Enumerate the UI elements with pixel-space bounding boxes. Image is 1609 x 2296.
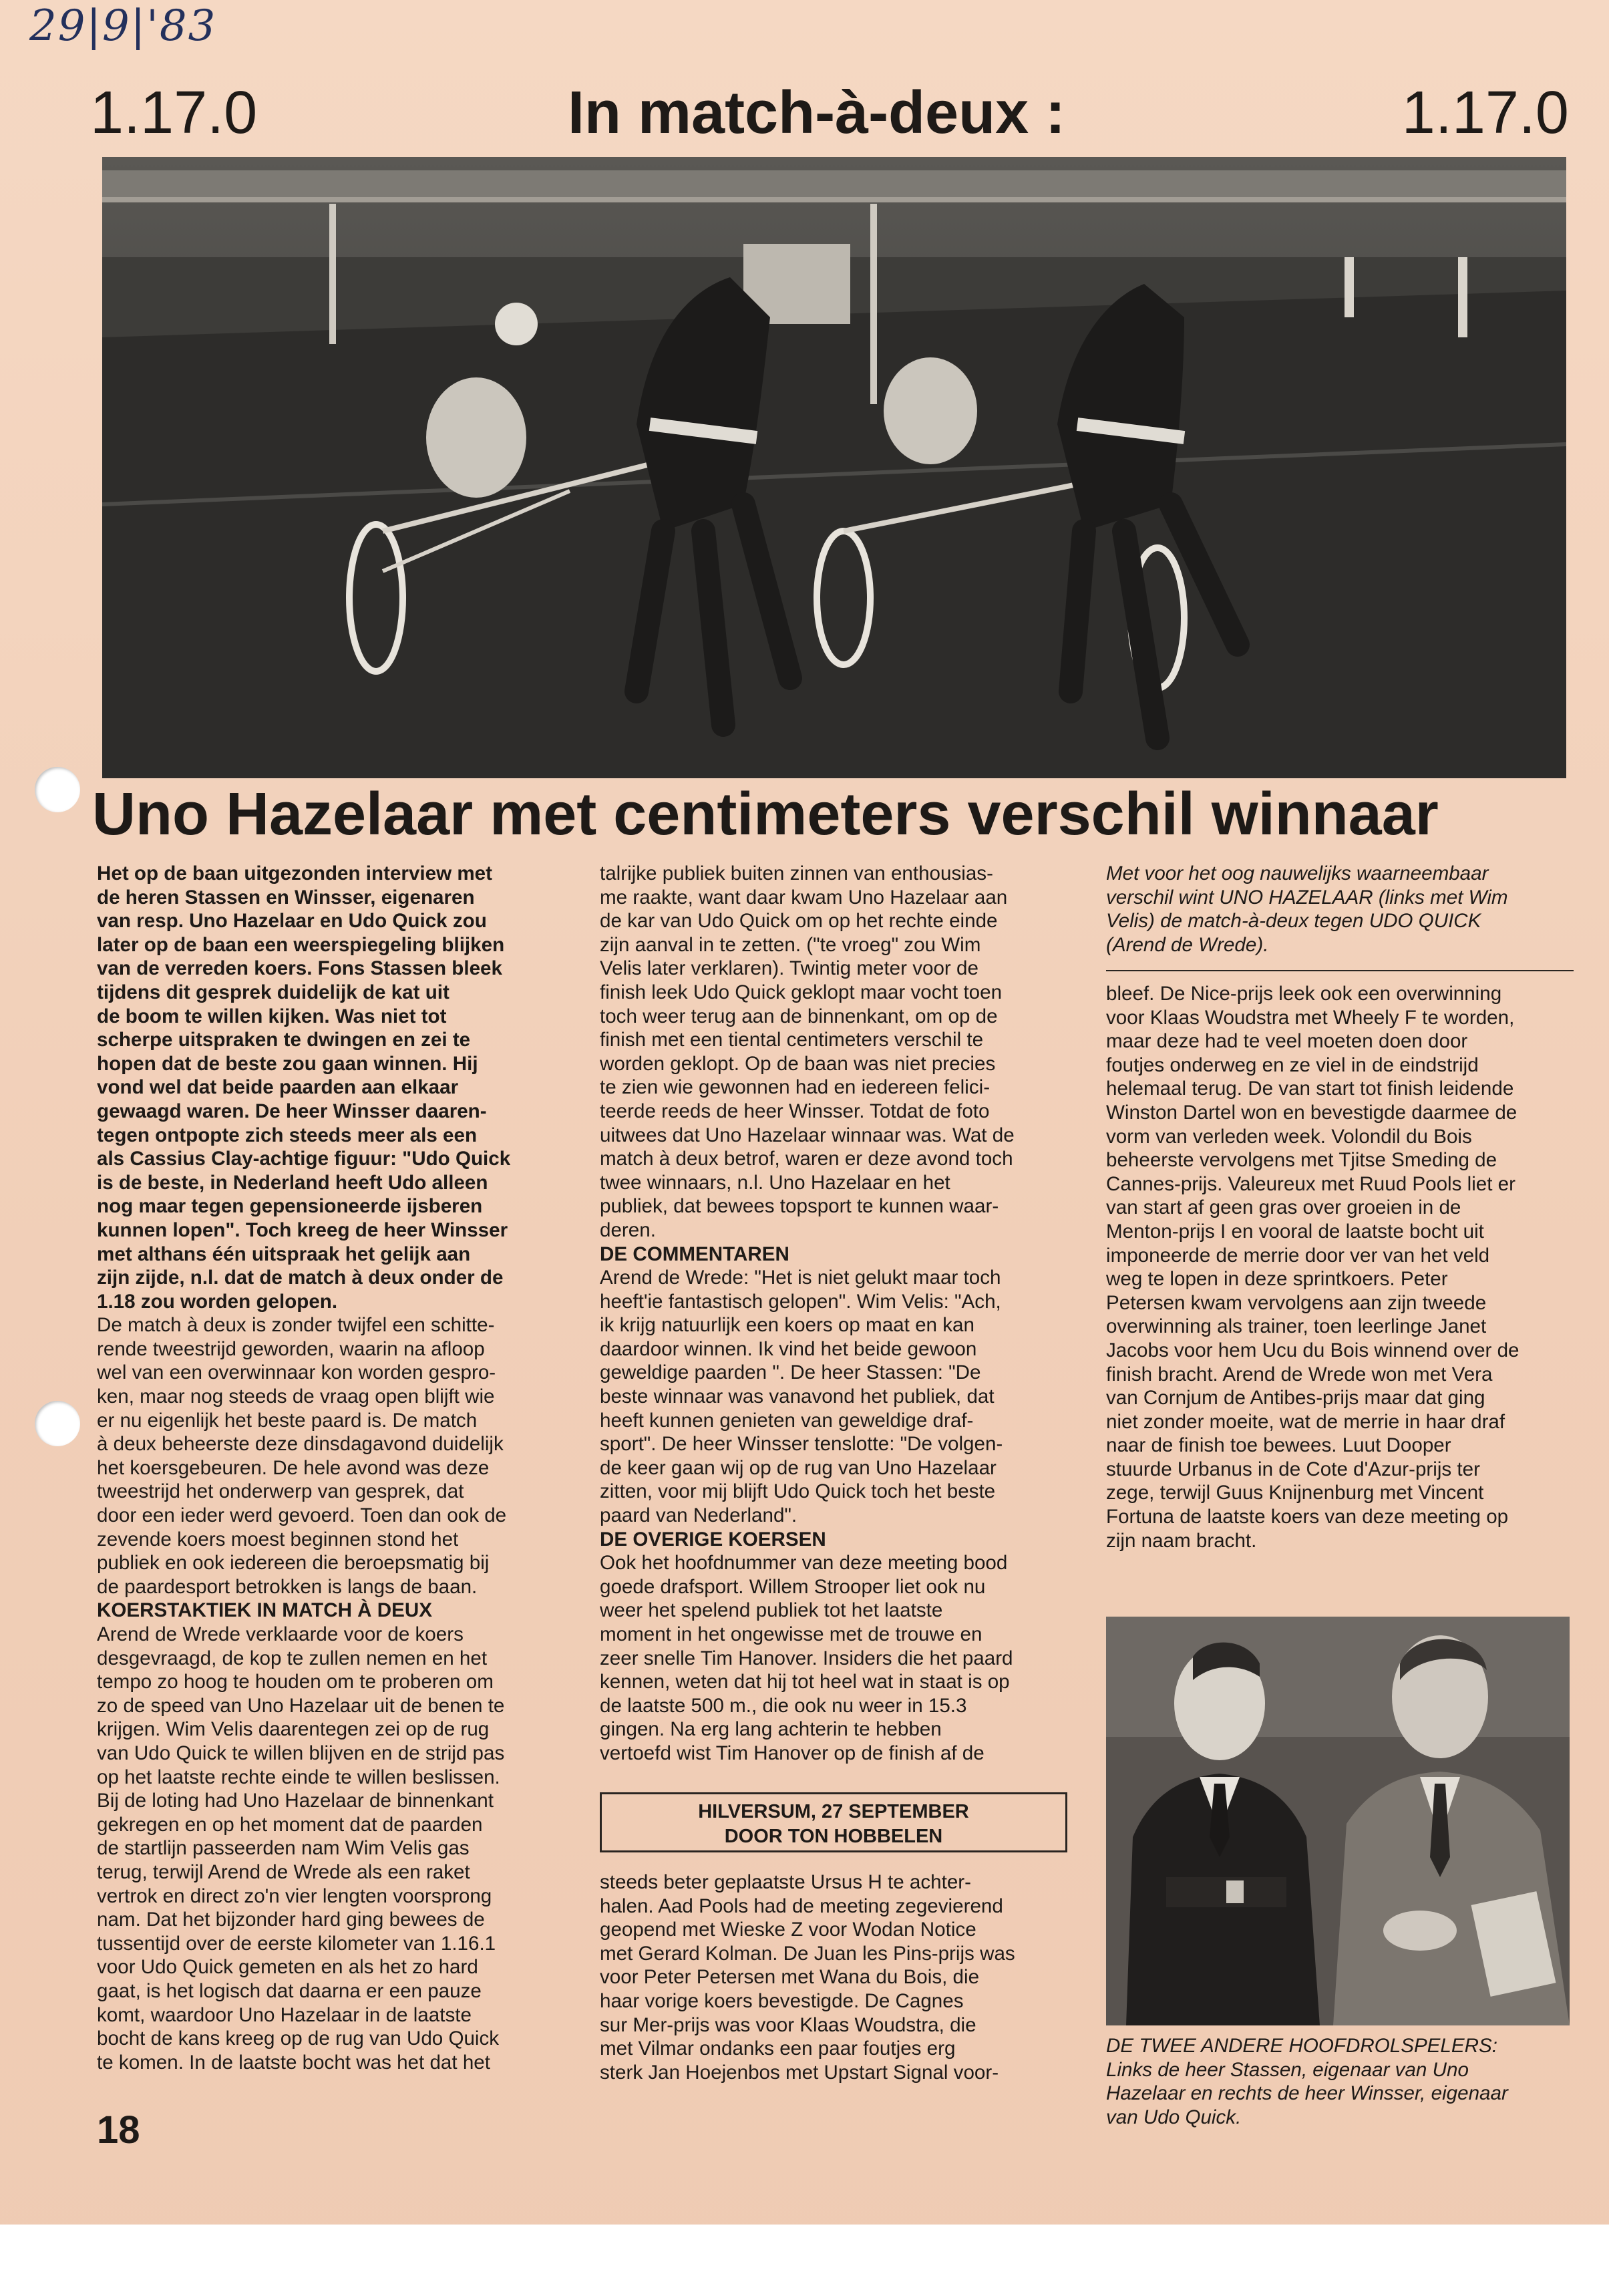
text-line: sport". De heer Winsser tenslotte: "De volgen- — [600, 1433, 1003, 1456]
text-line: Bij de loting had Uno Hazelaar de binnenkant — [97, 1790, 494, 1812]
text-line: wel van een overwinnaar kon worden gespro- — [97, 1361, 496, 1384]
text-line: 1.18 zou worden gelopen. — [97, 1290, 338, 1313]
kicker-time-right: 1.17.0 — [1401, 79, 1569, 146]
text-line: er nu eigenlijk het beste paard is. De match — [97, 1409, 478, 1432]
text-line: nog maar tegen gepensioneerde ijsberen — [97, 1195, 483, 1218]
text-line: later op de baan een weerspiegeling blijken — [97, 933, 505, 956]
text-line: paard van Nederland". — [600, 1504, 797, 1527]
kicker-title: In match-à-deux : — [568, 79, 1066, 146]
body-paragraph — [600, 1551, 1067, 1765]
text-line: twee winnaars, n.l. Uno Hazelaar en het — [600, 1171, 950, 1194]
text-line: niet zonder moeite, wat de merrie in haar draf — [1106, 1410, 1505, 1433]
owners-photo — [1106, 1617, 1570, 2025]
column-3 — [1106, 982, 1574, 1552]
text-line: van Udo Quick. — [1106, 2106, 1242, 2128]
text-line: overwinning als trainer, toen leerlinge Janet — [1106, 1315, 1487, 1338]
race-photo-illustration — [102, 157, 1566, 778]
body-paragraph — [600, 1266, 1067, 1528]
text-line: rende tweestrijd geworden, waarin na afloop — [97, 1337, 485, 1360]
byline-box — [600, 1792, 1067, 1852]
text-line: zijn naam bracht. — [1106, 1529, 1257, 1552]
text-line: tempo zo hoog te houden om te proberen om — [97, 1671, 494, 1693]
text-line: Het op de baan uitgezonden interview met — [97, 862, 492, 884]
text-line: het koersgebeuren. De hele avond was deze — [97, 1456, 490, 1479]
text-line: tweestrijd het onderwerp van gesprek, dat — [97, 1480, 464, 1503]
text-line: zo de speed van Uno Hazelaar uit de benen te — [97, 1694, 505, 1717]
text-line: moment in het ongewisse met de trouwe en — [600, 1623, 982, 1645]
text-line: hopen dat de beste zou gaan winnen. Hij — [97, 1052, 478, 1075]
text-line: daardoor winnen. Ik vind het beide gewoon — [600, 1337, 977, 1360]
text-line: Menton-prijs I en vooral de laatste bocht uit — [1106, 1220, 1484, 1243]
text-line: tussentijd over de eerste kilometer van 1.16.1 — [97, 1932, 496, 1955]
text-line: imponeerde de merrie door ver van het veld — [1106, 1244, 1490, 1267]
text-line: teerde reeds de heer Winsser. Totdat de foto — [600, 1100, 990, 1122]
text-line: helemaal terug. De van start tot finish leidende — [1106, 1078, 1514, 1100]
text-line: Met voor het oog nauwelijks waarneembaar — [1106, 862, 1489, 884]
text-line: me raakte, want daar kwam Uno Hazelaar aan — [600, 886, 1008, 909]
text-line: zevende koers moest beginnen stond het — [97, 1528, 459, 1550]
text-line: de kar van Udo Quick om op het rechte einde — [600, 910, 998, 933]
text-line: de heren Stassen en Winsser, eigenaren — [97, 886, 475, 909]
text-line: gekregen en op het moment dat de paarden — [97, 1813, 483, 1836]
text-line: geweldige paarden ". De heer Stassen: "De — [600, 1361, 981, 1384]
text-line: vertrok en direct zo'n vier lengten voorsprong — [97, 1884, 492, 1907]
text-line: Fortuna de laatste koers van deze meeting op — [1106, 1506, 1509, 1528]
text-line: nam. Dat het bijzonder hard ging bewees de — [97, 1909, 485, 1931]
lead-paragraph — [97, 862, 564, 1313]
punch-hole-bottom — [35, 1401, 80, 1446]
owners-photo-illustration — [1106, 1617, 1570, 2025]
text-line: sterk Jan Hoejenbos met Upstart Signal voor- — [600, 2061, 999, 2084]
text-line: Velis later verklaren). Twintig meter voor de — [600, 957, 978, 980]
text-line: vertoefd wist Tim Hanover op de finish af de — [600, 1742, 985, 1764]
text-line: tegen ontpopte zich steeds meer als een — [97, 1124, 478, 1146]
text-line: sur Mer-prijs was voor Klaas Woudstra, die — [600, 2013, 976, 2036]
text-line: à deux beheerste deze dinsdagavond duidelijk — [97, 1433, 504, 1456]
subhead-koerstaktiek: KOERSTAKTIEK IN MATCH À DEUX — [97, 1599, 432, 1622]
text-line: Petersen kwam vervolgens aan zijn tweede — [1106, 1291, 1487, 1314]
text-line: de paardesport betrokken is langs de baan. — [97, 1575, 478, 1598]
byline-author: DOOR TON HOBBELEN — [724, 1826, 943, 1847]
text-line: krijgen. Wim Velis daarentegen zei op de rug — [97, 1718, 490, 1741]
text-line: Arend de Wrede verklaarde voor de koers — [97, 1623, 464, 1645]
text-line: bocht de kans kreeg op de rug van Udo Quick — [97, 2027, 500, 2050]
text-line: De match à deux is zonder twijfel een schitte- — [97, 1314, 495, 1337]
text-line: finish leek Udo Quick geklopt maar vocht toen — [600, 981, 1003, 1003]
text-line: beheerste vervolgens met Tjitse Smeding de — [1106, 1149, 1497, 1172]
text-line: te komen. In de laatste bocht was het dat het — [97, 2051, 490, 2074]
text-line: de keer gaan wij op de rug van Uno Hazelaar — [600, 1456, 997, 1479]
text-line: Winston Dartel won en bevestigde daarmee de — [1106, 1101, 1517, 1124]
text-line: DE TWEE ANDERE HOOFDROLSPELERS: — [1106, 2035, 1497, 2057]
text-line: kunnen lopen". Toch kreeg de heer Winsser — [97, 1218, 508, 1241]
scan-margin — [0, 2225, 1609, 2296]
subhead-overige-koersen: DE OVERIGE KOERSEN — [600, 1528, 826, 1550]
text-line: foutjes onderweg en ze viel in de eindstrijd — [1106, 1053, 1479, 1076]
text-line: finish bracht. Arend de Wrede won met Vera — [1106, 1363, 1493, 1385]
text-line: van de verreden koers. Fons Stassen bleek — [97, 957, 502, 980]
text-line: de startlijn passeerden nam Wim Velis gas — [97, 1837, 470, 1860]
text-line: ken, maar nog steeds de vraag open blijft wie — [97, 1385, 495, 1408]
text-line: beste winnaar was vanavond het publiek, dat — [600, 1385, 995, 1408]
text-line: scherpe uitspraken te dwingen en zei te — [97, 1029, 471, 1051]
text-line: heeft'ie fantastisch gelopen". Wim Velis: "Ach, — [600, 1290, 1001, 1313]
text-line: gingen. Na erg lang achterin te hebben — [600, 1718, 942, 1741]
text-line: publiek en ook iedereen die beroepsmatig bij — [97, 1552, 490, 1575]
caption-divider — [1106, 970, 1574, 971]
text-line: maar deze had te veel moeten doen door — [1106, 1030, 1468, 1053]
page-number: 18 — [97, 2108, 140, 2152]
text-line: desgevraagd, de kop te zullen nemen en het — [97, 1647, 488, 1669]
text-line: met althans één uitspraak het gelijk aan — [97, 1243, 471, 1265]
text-line: geopend met Wieske Z voor Wodan Notice — [600, 1919, 976, 1941]
text-line: weer het spelend publiek tot het laatste — [600, 1599, 943, 1622]
text-line: met Vilmar ondanks een paar foutjes erg — [600, 2037, 956, 2060]
text-line: zijn zijde, n.l. dat de match à deux onder de — [97, 1267, 504, 1289]
body-paragraph — [97, 1623, 564, 2074]
kicker-time-left: 1.17.0 — [90, 79, 258, 146]
text-line: voor Udo Quick gemeten en als het zo hard — [97, 1956, 478, 1979]
text-line: heeft kunnen genieten van geweldige draf- — [600, 1409, 974, 1432]
text-line: te zien wie gewonnen had en iedereen felici- — [600, 1076, 991, 1099]
text-line: vorm van verleden week. Volondil du Bois — [1106, 1125, 1472, 1148]
text-line: finish met een tiental centimeters verschil te — [600, 1029, 984, 1051]
text-line: als Cassius Clay-achtige figuur: "Udo Quick — [97, 1148, 511, 1170]
text-line: zege, terwijl Guus Knijnenburg met Vincent — [1106, 1482, 1484, 1504]
text-line: van resp. Uno Hazelaar en Udo Quick zou — [97, 910, 487, 933]
text-line: komt, waardoor Uno Hazelaar in de laatste — [97, 2003, 472, 2026]
text-line: zijn aanval in te zetten. ("te vroeg" zou Wim — [600, 933, 981, 956]
text-line: terug, terwijl Arend de Wrede als een raket — [97, 1860, 470, 1883]
text-line: match à deux betrof, waren er deze avond toch — [600, 1148, 1013, 1170]
text-line: steeds beter geplaatste Ursus H te achter- — [600, 1871, 971, 1893]
text-line: gewaagd waren. De heer Winsser daaren- — [97, 1100, 487, 1122]
text-line: door een ieder werd gevoerd. Toen dan ook de — [97, 1504, 507, 1527]
byline-location: HILVERSUM, 27 SEPTEMBER — [698, 1801, 969, 1822]
text-line: Cannes-prijs. Valeureux met Ruud Pools liet er — [1106, 1172, 1515, 1195]
text-line: worden geklopt. Op de baan was niet precies — [600, 1052, 996, 1075]
column-1 — [97, 862, 564, 2074]
text-line: voor Klaas Woudstra met Wheely F te worden, — [1106, 1006, 1515, 1029]
text-line: de boom te willen kijken. Was niet tot — [97, 1005, 447, 1027]
text-line: bleef. De Nice-prijs leek ook een overwinning — [1106, 983, 1502, 1005]
text-line: op het laatste rechte einde te willen beslissen. — [97, 1766, 500, 1788]
text-line: Arend de Wrede: "Het is niet gelukt maar toch — [600, 1267, 1001, 1289]
text-line: vond wel dat beide paarden aan elkaar — [97, 1076, 459, 1099]
text-line: toch weer terug aan de binnenkant, om op de — [600, 1005, 998, 1027]
text-line: ik krijg natuurlijk een koers op maat en kan — [600, 1314, 974, 1337]
punch-hole-top — [35, 767, 80, 812]
text-line: haar vorige koers bevestigde. De Cagnes — [600, 1989, 964, 2012]
text-line: Hazelaar en rechts de heer Winsser, eigenaar — [1106, 2082, 1508, 2105]
text-line: Jacobs voor hem Ucu du Bois winnend over de — [1106, 1339, 1519, 1361]
subhead-commentaren: DE COMMENTAREN — [600, 1243, 789, 1265]
photo-caption-owners — [1106, 2034, 1574, 2129]
body-paragraph — [600, 862, 1067, 1243]
text-line: (Arend de Wrede). — [1106, 933, 1269, 956]
text-line: naar de finish toe bewees. Luut Dooper — [1106, 1434, 1451, 1457]
text-line: publiek, dat bewees topsport te kunnen waar- — [600, 1195, 999, 1218]
text-line: halen. Aad Pools had de meeting zegevierend — [600, 1895, 1003, 1917]
text-line: van Cornjum de Antibes-prijs maar dat ging — [1106, 1387, 1485, 1410]
text-line: is de beste, in Nederland heeft Udo alleen — [97, 1171, 488, 1194]
text-line: gaat, is het logisch dat daarna er een pauze — [97, 1979, 482, 2002]
column-2 — [600, 862, 1067, 1766]
text-line: voor Peter Petersen met Wana du Bois, die — [600, 1966, 980, 1989]
text-line: uitwees dat Uno Hazelaar winnaar was. Wat de — [600, 1124, 1015, 1146]
race-photo — [102, 157, 1566, 778]
body-paragraph — [97, 1313, 564, 1599]
text-line: goede drafsport. Willem Strooper liet ook nu — [600, 1575, 986, 1598]
text-line: verschil wint UNO HAZELAAR (links met Wim — [1106, 886, 1508, 909]
headline: Uno Hazelaar met centimeters verschil winnaar — [92, 781, 1439, 848]
text-line: zeer snelle Tim Hanover. Insiders die het paard — [600, 1647, 1013, 1669]
text-line: deren. — [600, 1218, 656, 1241]
text-line: talrijke publiek buiten zinnen van enthousias- — [600, 862, 993, 884]
text-line: tijdens dit gesprek duidelijk de kat uit — [97, 981, 450, 1003]
text-line: zitten, voor mij blijft Udo Quick toch het beste — [600, 1480, 996, 1503]
photo-caption-race — [1106, 862, 1574, 957]
handwritten-date: 29|9|'83 — [29, 1, 217, 51]
text-line: de laatste 500 m., die ook nu weer in 15.3 — [600, 1694, 967, 1717]
text-line: met Gerard Kolman. De Juan les Pins-prijs was — [600, 1942, 1015, 1965]
text-line: weg te lopen in deze sprintkoers. Peter — [1106, 1268, 1448, 1291]
column-2-continued — [600, 1870, 1067, 2084]
text-line: kennen, weten dat hij tot heel wat in staat is op — [600, 1671, 1010, 1693]
text-line: Ook het hoofdnummer van deze meeting bood — [600, 1552, 1008, 1575]
text-line: Links de heer Stassen, eigenaar van Uno — [1106, 2058, 1469, 2081]
text-line: Velis) de match-à-deux tegen UDO QUICK — [1106, 910, 1481, 933]
text-line: stuurde Urbanus in de Cote d'Azur-prijs ter — [1106, 1458, 1480, 1480]
text-line: van Udo Quick te willen blijven en de strijd pas — [97, 1742, 505, 1764]
text-line: van start af geen gras over groeien in de — [1106, 1196, 1461, 1219]
